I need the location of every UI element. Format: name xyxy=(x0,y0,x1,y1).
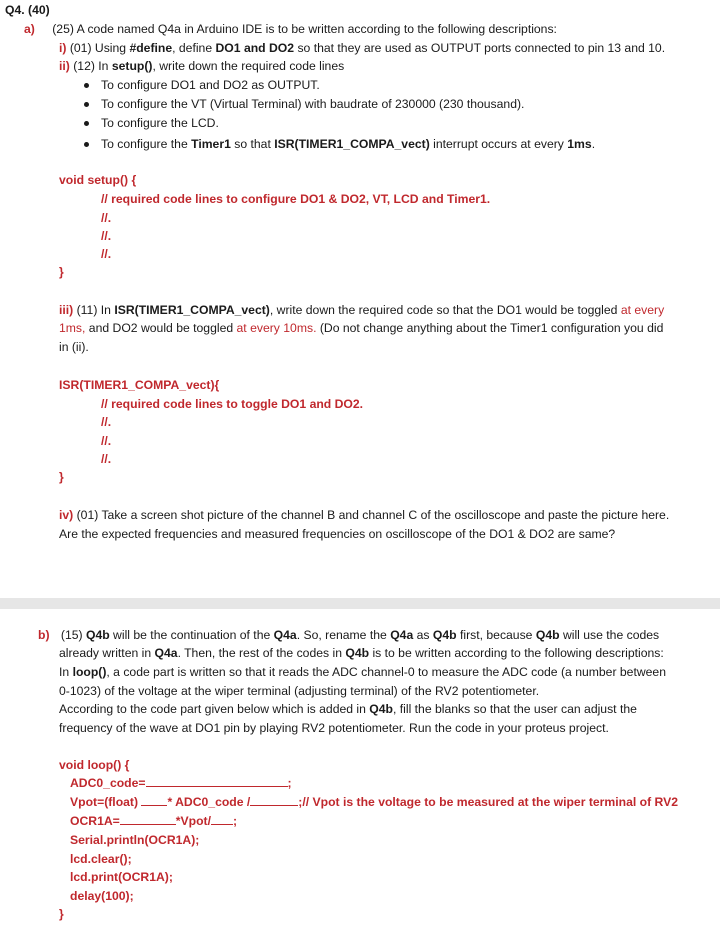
loop-code-close: } xyxy=(59,907,64,921)
bullet-item: To configure the LCD. xyxy=(101,116,219,130)
bullet-icon xyxy=(84,83,89,88)
loop-code-vpot: Vpot=(float) * ADC0_code / ;// Vpot is the voltage to be measured at the wiper terminal of RV2 xyxy=(70,795,678,809)
part-a-intro: a) (25) A code named Q4a in Arduino IDE is to be written according to the following descriptions: xyxy=(24,22,557,36)
isr-code-placeholder: //. xyxy=(101,434,112,448)
isr-code-placeholder: //. xyxy=(101,452,112,466)
part-b-line6: frequency of the wave at DO1 pin by playing RV2 potentiometer. Run the code in your proteus project. xyxy=(59,721,609,735)
part-a-iv-line2: Are the expected frequencies and measured frequencies on oscilloscope of the DO1 & DO2 are same? xyxy=(59,527,616,541)
bullet-item: To configure the VT (Virtual Terminal) with baudrate of 230000 (230 thousand). xyxy=(101,97,525,111)
blank-field[interactable] xyxy=(250,795,298,806)
setup-code-close: } xyxy=(59,265,64,279)
isr-code-open: ISR(TIMER1_COMPA_vect){ xyxy=(59,378,220,392)
bullet-icon xyxy=(84,142,89,147)
loop-code-adc: ADC0_code= ; xyxy=(70,776,292,790)
part-b-line5: According to the code part given below which is added in Q4b, fill the blanks so that the user can adjust the xyxy=(59,702,637,716)
loop-code-line: lcd.clear(); xyxy=(70,852,132,866)
loop-code-line: delay(100); xyxy=(70,889,134,903)
part-b-line1: b) (15) Q4b will be the continuation of the Q4a. So, rename the Q4a as Q4b first, because Q4b will use the codes xyxy=(38,628,660,642)
bullet-icon xyxy=(84,102,89,107)
loop-code-ocr: OCR1A= *Vpot/ ; xyxy=(70,814,238,828)
isr-code-comment: // required code lines to toggle DO1 and DO2. xyxy=(101,397,364,411)
part-a-iii-line2: 1ms, and DO2 would be toggled at every 10ms. (Do not change anything about the Timer1 configuration you did xyxy=(59,321,664,335)
question-header: Q4. (40) xyxy=(5,3,50,17)
loop-code-line: Serial.println(OCR1A); xyxy=(70,833,200,847)
setup-code-placeholder: //. xyxy=(101,211,112,225)
part-a-label: a) xyxy=(24,22,35,36)
setup-code-placeholder: //. xyxy=(101,229,112,243)
bullet-item: To configure DO1 and DO2 as OUTPUT. xyxy=(101,78,320,92)
loop-code-open: void loop() { xyxy=(59,758,130,772)
isr-code-close: } xyxy=(59,470,64,484)
part-a-iv: iv) (01) Take a screen shot picture of the channel B and channel C of the oscilloscope and paste the picture here. xyxy=(59,508,670,522)
part-a-iii-line3: in (ii). xyxy=(59,340,89,354)
isr-code-placeholder: //. xyxy=(101,415,112,429)
blank-field[interactable] xyxy=(141,795,167,806)
bullet-icon xyxy=(84,121,89,126)
setup-code-placeholder: //. xyxy=(101,247,112,261)
part-a-i: i) (01) Using #define, define DO1 and DO2 so that they are used as OUTPUT ports connected to pin 13 and 10. xyxy=(59,41,666,55)
blank-field[interactable] xyxy=(211,814,233,825)
part-b-line4: 0-1023) of the voltage at the wiper terminal (adjusting terminal) of the RV2 potentiometer. xyxy=(59,684,540,698)
page-separator xyxy=(0,598,720,609)
part-b-line3: In loop(), a code part is written so that it reads the ADC channel-0 to measure the ADC code (a number between xyxy=(59,665,666,679)
setup-code-comment: // required code lines to configure DO1 & DO2, VT, LCD and Timer1. xyxy=(101,192,491,206)
blank-field[interactable] xyxy=(120,814,176,825)
part-b-line2: already written in Q4a. Then, the rest of the codes in Q4b is to be written according to the following descriptions: xyxy=(59,646,664,660)
loop-code-line: lcd.print(OCR1A); xyxy=(70,870,173,884)
part-a-ii: ii) (12) In setup(), write down the required code lines xyxy=(59,59,345,73)
part-b-label: b) xyxy=(38,628,50,642)
part-a-iii: iii) (11) In ISR(TIMER1_COMPA_vect), write down the required code so that the DO1 would be toggled at every xyxy=(59,303,665,317)
bullet-item: To configure the Timer1 so that ISR(TIMER1_COMPA_vect) interrupt occurs at every 1ms. xyxy=(101,137,596,151)
blank-field[interactable] xyxy=(146,776,288,787)
setup-code-open: void setup() { xyxy=(59,173,137,187)
